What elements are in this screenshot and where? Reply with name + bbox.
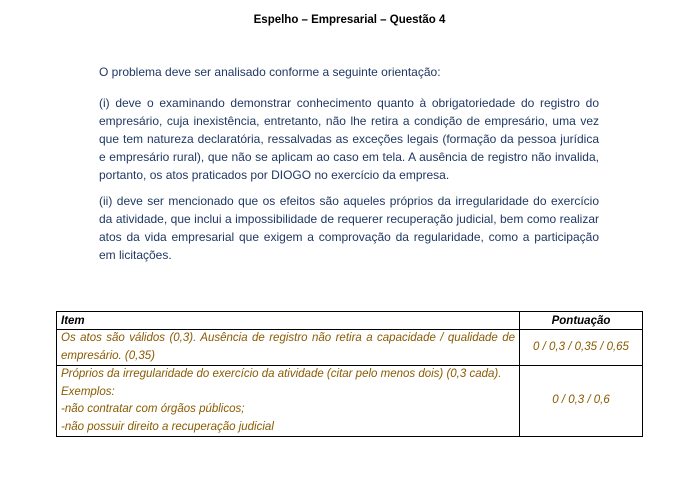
item-cell: Os atos são válidos (0,3). Ausência de registro não retira a capacidade / qualidade de empresário. (0,35) xyxy=(57,330,520,366)
item-line: -não possuir direito a recuperação judicial xyxy=(61,420,274,433)
intro-text: O problema deve ser analisado conforme a seguinte orientação: xyxy=(99,65,441,79)
item-line: Próprios da irregularidade do exercício da atividade (citar pelo menos dois) (0,3 cada). xyxy=(61,368,502,380)
scoring-table xyxy=(56,311,643,437)
item-line: Exemplos: xyxy=(61,385,115,398)
table-row xyxy=(57,330,643,366)
guideline-paragraph-2: (ii) deve ser mencionado que os efeitos são aqueles próprios da irregularidade do exercício da atividade, que inclui a impossibilidade de requerer recuperação judicial, bem como realizar atos da vida empresarial que exigem a comprovação da regularidade, como a participação em licitações. xyxy=(99,194,599,262)
item-cell xyxy=(57,366,520,437)
header-item: Item xyxy=(57,312,520,330)
item-line: -não contratar com órgãos públicos; xyxy=(61,403,245,415)
table-row xyxy=(57,366,643,437)
page-title: Espelho – Empresarial – Questão 4 xyxy=(253,14,446,26)
header-score: Pontuação xyxy=(520,312,643,330)
score-cell: 0 / 0,3 / 0,35 / 0,65 xyxy=(520,330,643,366)
guideline-paragraph-1: (i) deve o examinando demonstrar conhecimento quanto à obrigatoriedade do registro do empresário, cuja inexistência, entretanto, não lhe retira a condição de empresário, uma vez que tem natureza declaratória, ressalvadas as exceções legais (formação da pessoa jurídica e empresário rural), que não se aplicam ao caso em tela. A ausência de registro não invalida, portanto, os atos praticados por DIOGO no exercício da empresa. xyxy=(99,96,599,182)
table-header-row xyxy=(57,312,643,330)
score-cell: 0 / 0,3 / 0,6 xyxy=(520,366,643,437)
